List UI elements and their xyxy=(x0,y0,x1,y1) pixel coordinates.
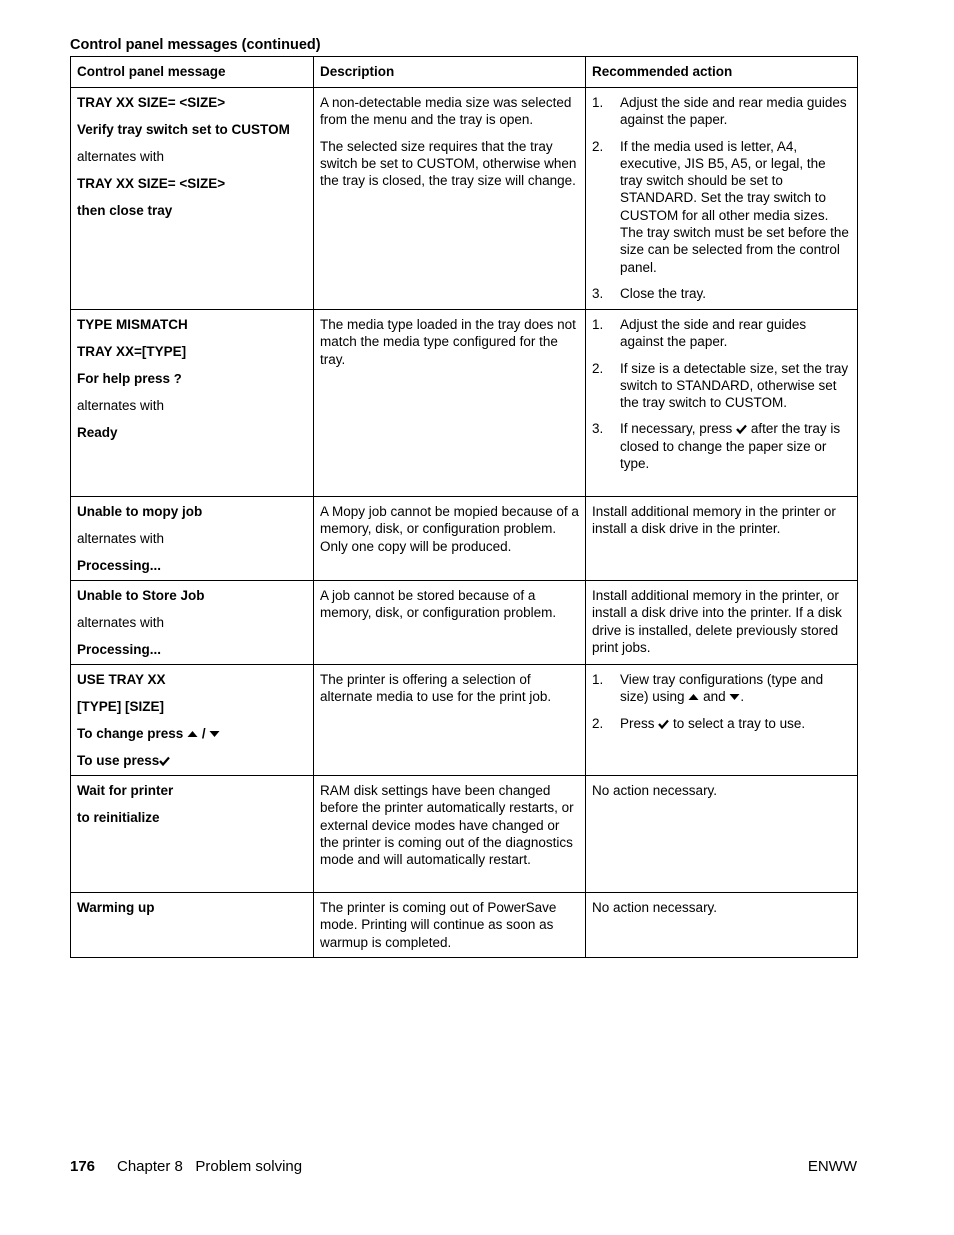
description-paragraph: The printer is offering a selection of alternate media to use for the print job. xyxy=(320,672,552,705)
checkmark-icon xyxy=(159,756,170,766)
message-line xyxy=(77,725,307,742)
message-text: To use press xyxy=(77,752,160,768)
message-line: TRAY XX SIZE= <SIZE> xyxy=(77,95,226,110)
step-text: . xyxy=(740,689,745,705)
action-cell xyxy=(586,665,858,776)
step-number: 2. xyxy=(592,138,604,154)
action-step xyxy=(592,420,851,472)
table-row xyxy=(71,776,858,893)
message-line xyxy=(77,752,307,769)
step-text: Adjust the side and rear guides against the paper. xyxy=(620,317,807,350)
separator: / xyxy=(201,725,206,741)
table-row xyxy=(71,665,858,776)
step-number: 1. xyxy=(592,317,604,332)
message-line: TRAY XX SIZE= <SIZE> xyxy=(77,175,226,191)
action-text: Install additional memory in the printer or install a disk drive in the printer. xyxy=(592,504,836,537)
action-steps xyxy=(592,316,851,472)
checkmark-icon xyxy=(658,719,669,729)
message-line: Unable to Store Job xyxy=(77,588,205,604)
message-cell xyxy=(71,88,314,310)
message-line: USE TRAY XX xyxy=(77,672,166,688)
action-cell xyxy=(586,310,858,497)
step-number: 2. xyxy=(592,360,604,376)
help-icon: ? xyxy=(173,370,182,386)
message-line: Processing... xyxy=(77,641,162,657)
message-line: [TYPE] [SIZE] xyxy=(77,699,164,715)
table-row xyxy=(71,497,858,581)
step-text: If necessary, press xyxy=(620,421,733,437)
description-cell xyxy=(314,310,586,497)
step-text: after the tray is closed to change the paper size or type. xyxy=(620,421,841,472)
step-text: Adjust the side and rear media guides against the paper. xyxy=(620,95,847,128)
action-step xyxy=(592,138,851,276)
action-text: Install additional memory in the printer, or install a disk drive into the printer. If a disk drive is installed, delete previously stored print jobs. xyxy=(592,588,842,655)
action-cell xyxy=(586,581,858,665)
message-text: For help press xyxy=(77,370,171,386)
message-cell xyxy=(71,665,314,776)
action-step xyxy=(592,715,851,732)
table-row xyxy=(71,581,858,665)
message-cell xyxy=(71,893,314,958)
message-line: Warming up xyxy=(77,900,155,916)
message-line: alternates with xyxy=(77,614,165,630)
message-line: Verify tray switch set to CUSTOM xyxy=(77,121,290,137)
table-row xyxy=(71,893,858,958)
step-number: 3. xyxy=(592,421,604,437)
action-cell xyxy=(586,497,858,581)
table-header-row xyxy=(71,57,858,88)
description-cell xyxy=(314,665,586,776)
table-row xyxy=(71,310,858,497)
checkmark-icon xyxy=(736,424,747,434)
description-paragraph: A job cannot be stored because of a memory, disk, or configuration problem. xyxy=(320,588,557,621)
message-text: To change press xyxy=(77,725,184,741)
message-line: alternates with xyxy=(77,148,165,164)
step-text: If the media used is letter, A4, executive, JIS B5, A5, or legal, the tray switch should be set to STANDARD. Set the tray switch to CUSTOM for all other media sizes. The tray switch must be set before the size can be selected from the control panel. xyxy=(620,138,849,275)
header-control-panel-message: Control panel message xyxy=(71,57,314,88)
description-paragraph: The printer is coming out of PowerSave mode. Printing will continue as soon as warmup is completed. xyxy=(320,900,557,950)
action-text: No action necessary. xyxy=(592,783,718,799)
description-paragraph: A Mopy job cannot be mopied because of a memory, disk, or configuration problem. Only one copy will be produced. xyxy=(320,504,579,554)
step-text: View tray configurations (type and size) using xyxy=(620,672,824,705)
table-row xyxy=(71,88,858,310)
action-steps xyxy=(592,94,851,302)
control-panel-messages-table xyxy=(70,56,858,958)
step-text: to select a tray to use. xyxy=(673,715,806,731)
message-cell xyxy=(71,497,314,581)
step-text: If size is a detectable size, set the tray switch to STANDARD, otherwise set the tray switch to CUSTOM. xyxy=(620,360,849,411)
step-text: Press xyxy=(620,715,655,731)
action-cell xyxy=(586,88,858,310)
description-cell xyxy=(314,893,586,958)
description-cell xyxy=(314,497,586,581)
step-number: 2. xyxy=(592,715,604,731)
message-line: alternates with xyxy=(77,397,165,413)
message-line: TRAY XX=[TYPE] xyxy=(77,343,187,359)
header-recommended-action: Recommended action xyxy=(586,57,858,88)
action-step xyxy=(592,671,851,706)
step-text: and xyxy=(703,689,726,705)
message-line: to reinitialize xyxy=(77,810,160,826)
action-cell xyxy=(586,776,858,893)
footer-right-label: ENWW xyxy=(807,1158,857,1175)
step-number: 1. xyxy=(592,672,604,688)
message-line xyxy=(77,370,307,387)
header-description: Description xyxy=(314,57,586,88)
description-paragraph: RAM disk settings have been changed before the printer automatically restarts, or external device modes have changed or the printer is coming out of the diagnostics mode and will automatically restart. xyxy=(320,783,574,868)
step-number: 3. xyxy=(592,285,604,301)
description-cell xyxy=(314,776,586,893)
action-steps xyxy=(592,671,851,732)
message-line: Processing... xyxy=(77,557,162,573)
page-number: 176 xyxy=(70,1158,96,1175)
description-paragraph: The selected size requires that the tray switch be set to CUSTOM, otherwise when the tray is closed, the tray size will change. xyxy=(320,138,577,189)
description-paragraph: A non-detectable media size was selected from the menu and the tray is open. xyxy=(320,95,572,128)
message-cell xyxy=(71,310,314,497)
message-line: Unable to mopy job xyxy=(77,504,203,519)
action-step xyxy=(592,316,851,351)
message-cell xyxy=(71,776,314,893)
up-arrow-icon xyxy=(187,729,198,739)
page-title: Control panel messages (continued) xyxy=(70,37,321,53)
action-step xyxy=(592,94,851,129)
action-step xyxy=(592,285,851,302)
action-step xyxy=(592,360,851,412)
down-arrow-icon xyxy=(729,692,740,702)
message-line: TYPE MISMATCH xyxy=(77,317,188,332)
step-number: 1. xyxy=(592,95,604,110)
message-line: Wait for printer xyxy=(77,783,174,799)
action-text: No action necessary. xyxy=(592,900,718,916)
down-arrow-icon xyxy=(209,729,220,739)
message-line: alternates with xyxy=(77,530,165,546)
up-arrow-icon xyxy=(688,692,699,702)
description-paragraph: The media type loaded in the tray does not match the media type configured for the tray. xyxy=(320,317,576,367)
message-line: Ready xyxy=(77,424,118,440)
description-cell xyxy=(314,581,586,665)
message-cell xyxy=(71,581,314,665)
step-text: Close the tray. xyxy=(620,285,707,301)
message-line: then close tray xyxy=(77,202,173,218)
chapter-label: Chapter 8 Problem solving xyxy=(117,1158,303,1175)
description-cell xyxy=(314,88,586,310)
action-cell xyxy=(586,893,858,958)
